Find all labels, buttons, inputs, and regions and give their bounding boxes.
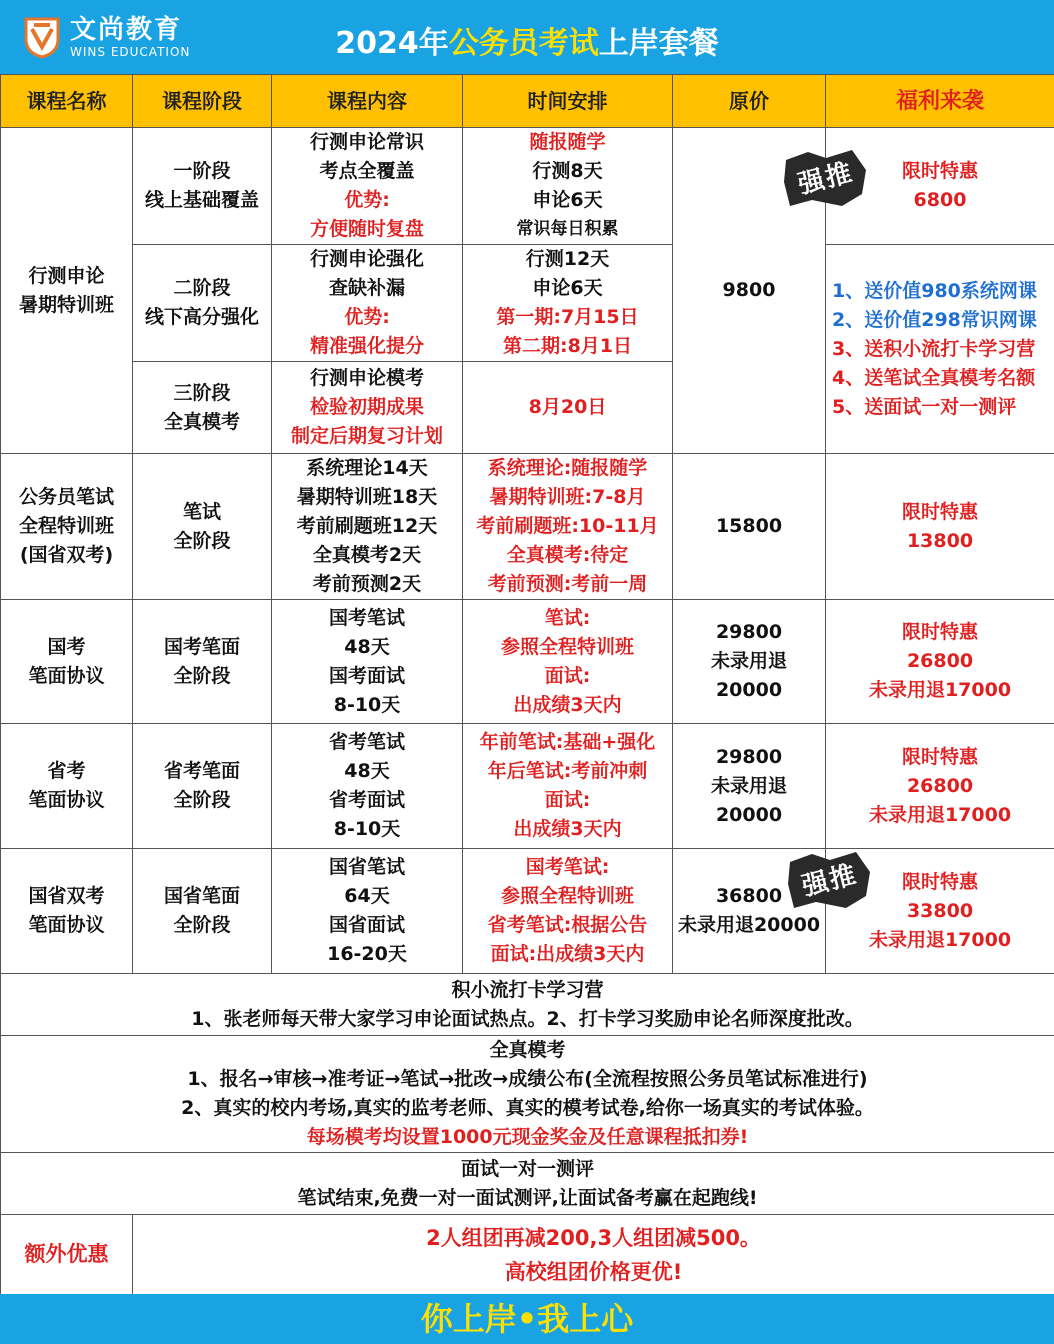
welfare-line: 26800 bbox=[906, 650, 974, 672]
price-cell bbox=[673, 454, 826, 600]
time-line: 省考笔试:根据公告 bbox=[487, 914, 648, 936]
welfare-line: 26800 bbox=[906, 774, 974, 797]
price-value: 未录用退20000 bbox=[677, 914, 821, 936]
time-cell bbox=[463, 724, 673, 849]
time-line: 8月20日 bbox=[528, 396, 607, 418]
note-mock-cell bbox=[1, 1036, 1054, 1153]
welfare-cell bbox=[826, 454, 1054, 600]
content-line: 省考笔试 bbox=[328, 731, 405, 753]
welfare-line: 限时特惠 bbox=[901, 160, 978, 182]
recommend-badge bbox=[782, 150, 870, 208]
extra-line: 2人组团再减200,3人组团减500。 bbox=[426, 1225, 761, 1250]
price-value: 未录用退 bbox=[710, 774, 787, 797]
stage-cell bbox=[133, 362, 272, 454]
time-line: 出成绩3天内 bbox=[513, 818, 622, 840]
content-line: 行测申论模考 bbox=[309, 367, 424, 389]
content-cell bbox=[272, 724, 463, 849]
course-name-line: 笔面协议 bbox=[28, 664, 105, 687]
content-cell bbox=[272, 362, 463, 454]
content-line: 查缺补漏 bbox=[328, 277, 405, 299]
time-cell bbox=[463, 245, 673, 362]
table-row bbox=[1, 245, 1054, 362]
price-cell bbox=[673, 600, 826, 724]
title-suffix: 上岸套餐 bbox=[598, 26, 719, 61]
course-name-cell bbox=[1, 128, 133, 454]
note-row-mock bbox=[1, 1036, 1054, 1153]
welfare-line: 未录用退17000 bbox=[868, 803, 1012, 826]
badge-text: 强推 bbox=[795, 157, 857, 201]
time-cell bbox=[463, 362, 673, 454]
content-line: 8-10天 bbox=[333, 693, 401, 716]
note-row-interview bbox=[1, 1153, 1054, 1215]
content-line: 方便随时复盘 bbox=[309, 218, 424, 240]
course-name-line: 国省双考 bbox=[28, 885, 105, 907]
welfare-line: 未录用退17000 bbox=[868, 928, 1012, 951]
note-camp-cell bbox=[1, 974, 1054, 1036]
content-line: 国省笔试 bbox=[328, 856, 405, 878]
welfare-line: 限时特惠 bbox=[901, 745, 978, 768]
gift-item: 2、送价值298常识网课 bbox=[832, 308, 1037, 331]
time-line: 申论6天 bbox=[532, 277, 603, 299]
gift-item: 4、送笔试全真模考名额 bbox=[832, 366, 1036, 389]
time-line: 面试:出成绩3天内 bbox=[490, 943, 645, 965]
course-name-line: 公务员笔试 bbox=[18, 486, 114, 508]
price-value: 9800 bbox=[722, 279, 776, 301]
welfare-line: 限时特惠 bbox=[901, 621, 978, 643]
note-row-extra bbox=[1, 1215, 1054, 1295]
content-line: 暑期特训班18天 bbox=[296, 486, 438, 508]
content-line: 48天 bbox=[344, 760, 390, 782]
note-text: 笔试结束,免费一对一面试测评,让面试备考赢在起跑线! bbox=[297, 1186, 758, 1209]
welfare-cell bbox=[826, 724, 1054, 849]
time-line: 系统理论:随报随学 bbox=[487, 457, 648, 479]
stage-line: 国省笔面 bbox=[163, 885, 240, 907]
content-line: 64天 bbox=[344, 885, 390, 907]
logo-cn-text: 文尚教育 bbox=[70, 15, 183, 45]
gift-item: 5、送面试一对一测评 bbox=[832, 395, 1017, 418]
course-table bbox=[0, 74, 1054, 1295]
header-bar bbox=[0, 0, 1054, 74]
stage-cell bbox=[133, 128, 272, 245]
col-header-name: 课程名称 bbox=[1, 75, 133, 128]
stage-line: 线下高分强化 bbox=[144, 306, 259, 328]
content-line: 行测申论常识 bbox=[309, 131, 424, 153]
extra-line: 高校组团价格更优! bbox=[504, 1259, 683, 1284]
gift-item: 3、送积小流打卡学习营 bbox=[832, 337, 1036, 360]
content-line: 考前刷题班12天 bbox=[296, 515, 438, 537]
table-row bbox=[1, 724, 1054, 849]
stage-cell bbox=[133, 724, 272, 849]
time-line: 年前笔试:基础+强化 bbox=[479, 731, 656, 753]
course-name-cell bbox=[1, 454, 133, 600]
content-line: 48天 bbox=[344, 635, 390, 658]
welfare-line: 未录用退17000 bbox=[868, 679, 1012, 701]
content-line: 优势: bbox=[344, 189, 390, 211]
welfare-gift-cell bbox=[826, 245, 1054, 454]
content-line: 16-20天 bbox=[327, 943, 407, 965]
stage-line: 国考笔面 bbox=[163, 635, 240, 658]
footer-slogan: 你上岸•我上心 bbox=[0, 1294, 1054, 1344]
time-line: 参照全程特训班 bbox=[500, 635, 634, 658]
price-value: 29800 bbox=[715, 745, 783, 768]
welfare-line: 限时特惠 bbox=[901, 870, 978, 893]
content-line: 8-10天 bbox=[333, 818, 401, 840]
note-text: 每场模考均设置1000元现金奖金及任意课程抵扣券! bbox=[306, 1126, 749, 1148]
stage-cell bbox=[133, 849, 272, 974]
course-name-line: 全程特训班 bbox=[18, 515, 114, 537]
note-title: 全真模考 bbox=[489, 1039, 566, 1061]
course-name-cell bbox=[1, 849, 133, 974]
course-name-line: (国省双考) bbox=[19, 544, 114, 566]
stage-line: 全阶段 bbox=[173, 529, 231, 552]
gift-item: 1、送价值980系统网课 bbox=[832, 279, 1037, 302]
stage-line: 二阶段 bbox=[173, 277, 231, 299]
content-line: 省考面试 bbox=[328, 789, 405, 811]
time-cell bbox=[463, 600, 673, 724]
note-text: 1、张老师每天带大家学习申论面试热点。2、打卡学习奖励申论名师深度批改。 bbox=[191, 1007, 864, 1030]
content-line: 优势: bbox=[344, 306, 390, 328]
col-header-content: 课程内容 bbox=[272, 75, 463, 128]
time-line: 国考笔试: bbox=[525, 856, 610, 878]
time-line: 随报随学 bbox=[529, 131, 606, 153]
extra-label-cell: 额外优惠 bbox=[1, 1215, 133, 1295]
content-line: 国考面试 bbox=[328, 664, 405, 687]
course-name-cell bbox=[1, 724, 133, 849]
note-text: 1、报名→审核→准考证→笔试→批改→成绩公布(全流程按照公务员笔试标准进行) bbox=[187, 1068, 868, 1090]
page-title bbox=[0, 18, 1054, 62]
time-line: 考前刷题班:10-11月 bbox=[476, 515, 659, 537]
time-cell bbox=[463, 128, 673, 245]
stage-cell bbox=[133, 600, 272, 724]
time-line: 行测8天 bbox=[532, 160, 603, 182]
content-line: 制定后期复习计划 bbox=[290, 425, 443, 447]
time-line: 年后笔试:考前冲刺 bbox=[487, 760, 648, 782]
stage-cell bbox=[133, 245, 272, 362]
welfare-cell bbox=[826, 600, 1054, 724]
time-line: 出成绩3天内 bbox=[513, 693, 622, 716]
title-highlight: 公务员考试 bbox=[448, 26, 599, 61]
content-line: 系统理论14天 bbox=[306, 457, 428, 479]
time-line: 全真模考:待定 bbox=[506, 544, 629, 566]
badge-text: 强推 bbox=[799, 859, 861, 903]
price-value: 29800 bbox=[715, 621, 783, 643]
time-line: 第二期:8月1日 bbox=[502, 335, 633, 357]
col-header-price: 原价 bbox=[673, 75, 826, 128]
time-line: 行测12天 bbox=[525, 248, 610, 270]
content-cell bbox=[272, 128, 463, 245]
time-line: 暑期特训班:7-8月 bbox=[489, 486, 646, 508]
stage-line: 全阶段 bbox=[173, 664, 231, 687]
time-line: 参照全程特训班 bbox=[500, 885, 634, 907]
time-line: 笔试: bbox=[544, 606, 591, 629]
time-line: 第一期:7月15日 bbox=[496, 306, 639, 328]
content-cell bbox=[272, 849, 463, 974]
stage-line: 省考笔面 bbox=[163, 760, 240, 782]
note-row-camp bbox=[1, 974, 1054, 1036]
col-header-welfare: 福利来袭 bbox=[826, 75, 1054, 128]
stage-line: 线上基础覆盖 bbox=[144, 189, 259, 211]
content-line: 全真模考2天 bbox=[312, 544, 422, 566]
col-header-time: 时间安排 bbox=[463, 75, 673, 128]
course-name-line: 行测申论 bbox=[28, 264, 105, 287]
table-row bbox=[1, 128, 1054, 245]
price-value: 20000 bbox=[715, 679, 783, 701]
content-line: 精准强化提分 bbox=[309, 335, 424, 357]
title-prefix: 2024年 bbox=[335, 26, 449, 61]
note-interview-cell bbox=[1, 1153, 1054, 1215]
time-line: 常识每日积累 bbox=[516, 219, 619, 239]
logo-en-text: WINS EDUCATION bbox=[70, 45, 191, 59]
welfare-line: 13800 bbox=[906, 529, 974, 552]
course-name-line: 省考 bbox=[47, 760, 86, 782]
time-line: 申论6天 bbox=[532, 189, 603, 211]
col-header-stage: 课程阶段 bbox=[133, 75, 272, 128]
course-name-line: 暑期特训班 bbox=[18, 293, 114, 316]
course-name-line: 笔面协议 bbox=[28, 914, 105, 936]
welfare-line: 限时特惠 bbox=[901, 500, 978, 523]
content-line: 考点全覆盖 bbox=[319, 160, 415, 182]
time-cell bbox=[463, 454, 673, 600]
extra-text-cell bbox=[133, 1215, 1054, 1295]
time-line: 面试: bbox=[544, 789, 591, 811]
price-value: 未录用退 bbox=[710, 650, 787, 672]
time-line: 面试: bbox=[544, 664, 591, 687]
stage-cell bbox=[133, 454, 272, 600]
course-name-line: 国考 bbox=[47, 635, 86, 658]
content-cell bbox=[272, 245, 463, 362]
note-title: 积小流打卡学习营 bbox=[451, 978, 604, 1001]
table-header-row bbox=[1, 75, 1054, 128]
content-cell bbox=[272, 600, 463, 724]
welfare-line: 33800 bbox=[906, 899, 974, 922]
note-title: 面试一对一测评 bbox=[460, 1157, 594, 1180]
price-value: 15800 bbox=[715, 515, 783, 537]
content-line: 行测申论强化 bbox=[309, 248, 424, 270]
stage-line: 全阶段 bbox=[173, 789, 231, 811]
stage-line: 全阶段 bbox=[173, 914, 231, 936]
recommend-badge bbox=[786, 852, 874, 910]
price-value: 36800 bbox=[715, 885, 783, 907]
stage-line: 三阶段 bbox=[173, 381, 231, 404]
stage-line: 笔试 bbox=[182, 500, 221, 523]
stage-line: 全真模考 bbox=[163, 410, 240, 433]
time-line: 考前预测:考前一周 bbox=[487, 573, 648, 595]
table-row bbox=[1, 849, 1054, 974]
course-name-cell bbox=[1, 600, 133, 724]
note-text: 2、真实的校内考场,真实的监考老师、真实的模考试卷,给你一场真实的考试体验。 bbox=[181, 1097, 874, 1119]
welfare-line: 6800 bbox=[913, 189, 967, 211]
content-line: 国考笔试 bbox=[328, 606, 405, 629]
content-line: 检验初期成果 bbox=[309, 396, 424, 418]
content-line: 考前预测2天 bbox=[312, 573, 422, 595]
table-row bbox=[1, 454, 1054, 600]
stage-line: 一阶段 bbox=[173, 160, 231, 182]
course-name-line: 笔面协议 bbox=[28, 789, 105, 811]
content-line: 国省面试 bbox=[328, 914, 405, 936]
price-value: 20000 bbox=[715, 803, 783, 826]
time-cell bbox=[463, 849, 673, 974]
price-cell bbox=[673, 724, 826, 849]
table-row bbox=[1, 600, 1054, 724]
content-cell bbox=[272, 454, 463, 600]
